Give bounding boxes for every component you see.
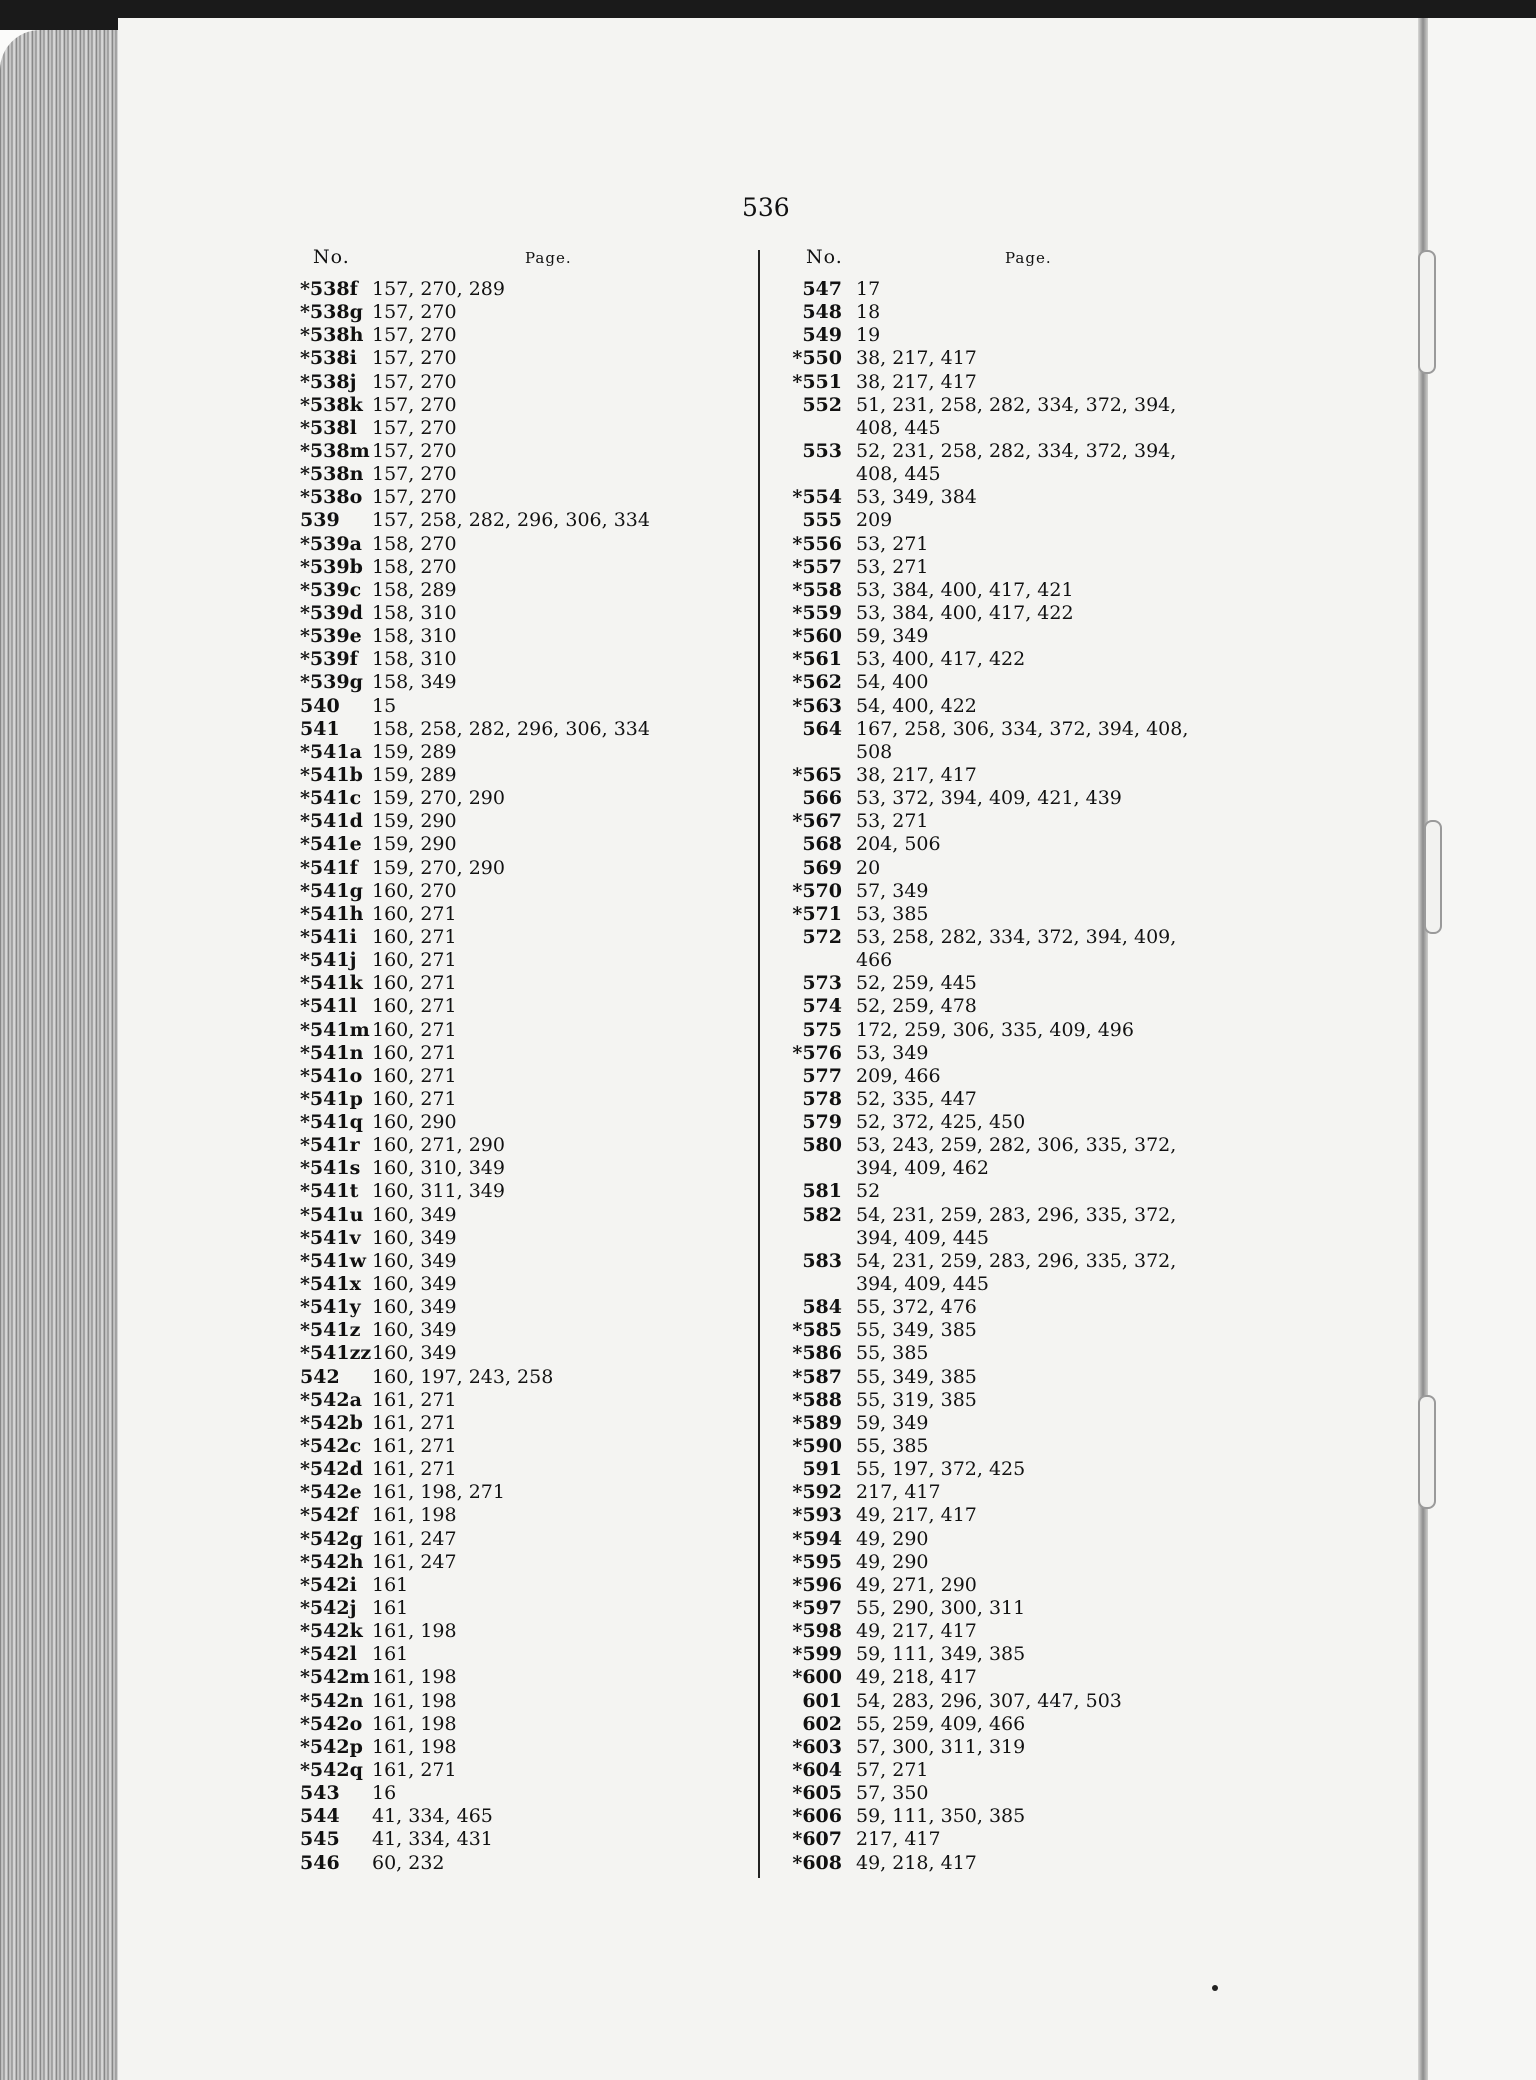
left-page-header: [525, 246, 572, 268]
entry-pages: 157, 270: [372, 439, 457, 462]
entry-number: 591: [802, 1458, 842, 1481]
entry-number: *538m: [300, 439, 370, 462]
entry-number: *570: [792, 879, 842, 902]
entry-number: *597: [792, 1597, 842, 1620]
entry-number: *541u: [300, 1203, 364, 1226]
entry-pages: 15: [372, 694, 397, 717]
column-divider: [758, 250, 760, 1878]
entry-pages: 394, 409, 462: [856, 1157, 989, 1180]
entry-pages: 53, 271: [856, 532, 929, 555]
entry-pages: 20: [856, 856, 881, 879]
entry-pages: 55, 385: [856, 1342, 929, 1365]
entry-pages: 160, 271: [372, 1018, 457, 1041]
entry-pages: 161, 198: [372, 1666, 457, 1689]
entry-number: *599: [792, 1643, 842, 1666]
entry-pages: 53, 349: [856, 1041, 929, 1064]
entry-number: *565: [792, 763, 842, 786]
entry-number: 568: [802, 833, 842, 856]
entry-number: 549: [802, 324, 842, 347]
entry-pages: 57, 350: [856, 1782, 929, 1805]
entry-number: 540: [300, 694, 340, 717]
entry-number: *588: [792, 1388, 842, 1411]
entry-pages: 394, 409, 445: [856, 1273, 989, 1296]
entry-number: *561: [792, 648, 842, 671]
entry-pages: 160, 311, 349: [372, 1180, 505, 1203]
entry-number: *541p: [300, 1087, 363, 1110]
entry-number: *562: [792, 671, 842, 694]
entry-pages: 408, 445: [856, 463, 941, 486]
entry-pages: 161: [372, 1643, 409, 1666]
entry-pages: 159, 270, 290: [372, 787, 505, 810]
entry-pages: 158, 258, 282, 296, 306, 334: [372, 717, 650, 740]
entry-number: *600: [792, 1666, 842, 1689]
entry-number: *542h: [300, 1550, 364, 1573]
entry-number: *541c: [300, 787, 362, 810]
entry-pages: 160, 290: [372, 1111, 457, 1134]
entry-pages: 55, 319, 385: [856, 1388, 977, 1411]
entry-number: *556: [792, 532, 842, 555]
entry-number: *539f: [300, 648, 358, 671]
entry-number: 581: [802, 1180, 842, 1203]
entry-number: 579: [802, 1111, 842, 1134]
entry-number: *558: [792, 578, 842, 601]
entry-number: *554: [792, 486, 842, 509]
entry-pages: 161, 247: [372, 1550, 457, 1573]
entry-pages: 51, 231, 258, 282, 334, 372, 394,: [856, 393, 1177, 416]
right-no-header: No.: [806, 246, 843, 268]
entry-pages: 49, 217, 417: [856, 1504, 977, 1527]
entry-pages: 161: [372, 1597, 409, 1620]
entry-pages: 161, 198: [372, 1504, 457, 1527]
entry-pages: 158, 310: [372, 648, 457, 671]
entry-number: *541i: [300, 925, 357, 948]
entry-number: *538n: [300, 463, 364, 486]
entry-pages: 54, 400: [856, 671, 929, 694]
entry-pages: 52, 259, 445: [856, 972, 977, 995]
entry-pages: 55, 349, 385: [856, 1319, 977, 1342]
entry-pages: 55, 197, 372, 425: [856, 1458, 1026, 1481]
entry-number: 575: [802, 1018, 842, 1041]
entry-number: *542d: [300, 1458, 363, 1481]
entry-pages: 157, 270, 289: [372, 278, 505, 300]
entry-pages: 160, 349: [372, 1273, 457, 1296]
scan-speck: [1212, 1985, 1218, 1991]
entry-pages: 49, 271, 290: [856, 1573, 977, 1596]
binding-clip-middle: [1424, 820, 1442, 934]
entry-pages: 53, 349, 384: [856, 486, 977, 509]
entry-pages: 161, 198: [372, 1712, 457, 1735]
entry-pages: 394, 409, 445: [856, 1226, 989, 1249]
entry-pages: 49, 290: [856, 1550, 929, 1573]
entry-pages: 57, 300, 311, 319: [856, 1735, 1026, 1758]
entry-pages: 53, 243, 259, 282, 306, 335, 372,: [856, 1134, 1177, 1157]
entry-pages: 160, 349: [372, 1319, 457, 1342]
entry-pages: 408, 445: [856, 416, 941, 439]
left-page-header-text: Page.: [525, 249, 572, 267]
entry-number: *598: [792, 1620, 842, 1643]
entry-number: *542q: [300, 1759, 363, 1781]
entry-number: *541m: [300, 1018, 370, 1041]
entry-number: *538o: [300, 486, 363, 509]
entry-number: *541e: [300, 833, 362, 856]
entry-number: *542a: [300, 1388, 362, 1411]
binding-clip-top: [1418, 250, 1436, 374]
entry-number: 574: [802, 995, 842, 1018]
entry-number: *542n: [300, 1689, 364, 1712]
entry-pages: 161, 271: [372, 1759, 457, 1781]
right-page-header: [1005, 246, 1052, 268]
entry-number: *541r: [300, 1134, 360, 1157]
entry-number: 583: [802, 1249, 842, 1272]
entry-number: 564: [802, 717, 842, 740]
entry-pages: 59, 349: [856, 625, 929, 648]
entry-pages: 55, 349, 385: [856, 1365, 977, 1388]
entry-pages: 160, 271: [372, 902, 457, 925]
entry-pages: 160, 197, 243, 258: [372, 1365, 554, 1388]
entry-pages: 49, 217, 417: [856, 1620, 977, 1643]
entry-number: *539c: [300, 578, 362, 601]
entry-number: *593: [792, 1504, 842, 1527]
entry-pages: 167, 258, 306, 334, 372, 394, 408,: [856, 717, 1189, 740]
entry-pages: 53, 372, 394, 409, 421, 439: [856, 787, 1122, 810]
entry-pages: 159, 290: [372, 810, 457, 833]
entry-pages: 161, 271: [372, 1435, 457, 1458]
entry-number: 541: [300, 717, 340, 740]
entry-number: *541k: [300, 972, 363, 995]
entry-pages: 160, 310, 349: [372, 1157, 505, 1180]
entry-pages: 53, 258, 282, 334, 372, 394, 409,: [856, 925, 1177, 948]
entry-number: 545: [300, 1828, 340, 1851]
entry-number: *541l: [300, 995, 357, 1018]
entry-number: *576: [792, 1041, 842, 1064]
entry-pages: 157, 270: [372, 393, 457, 416]
entry-number: *538f: [300, 278, 358, 300]
entry-pages: 53, 271: [856, 810, 929, 833]
entry-pages: 52, 372, 425, 450: [856, 1111, 1026, 1134]
entry-number: *585: [792, 1319, 842, 1342]
entry-pages: 209, 466: [856, 1064, 941, 1087]
entry-pages: 53, 384, 400, 417, 421: [856, 578, 1074, 601]
entry-number: *589: [792, 1411, 842, 1434]
entry-pages: 466: [856, 949, 893, 972]
entry-number: *539d: [300, 601, 363, 624]
entry-number: *541x: [300, 1273, 361, 1296]
entry-number: *538h: [300, 324, 364, 347]
entry-pages: 159, 290: [372, 833, 457, 856]
entry-number: 546: [300, 1851, 340, 1874]
entry-pages: 159, 289: [372, 763, 457, 786]
entry-number: *541s: [300, 1157, 361, 1180]
entry-number: 566: [802, 787, 842, 810]
entry-number: 552: [802, 393, 842, 416]
entry-pages: 52, 259, 478: [856, 995, 977, 1018]
entry-number: *571: [792, 902, 842, 925]
entry-pages: 54, 231, 259, 283, 296, 335, 372,: [856, 1203, 1177, 1226]
entry-pages: 157, 270: [372, 416, 457, 439]
entry-number: *587: [792, 1365, 842, 1388]
entry-number: *550: [792, 347, 842, 370]
entry-pages: 158, 270: [372, 555, 457, 578]
entry-number: *541y: [300, 1296, 361, 1319]
entry-number: *538l: [300, 416, 357, 439]
entry-number: 553: [802, 439, 842, 462]
entry-pages: 54, 283, 296, 307, 447, 503: [856, 1689, 1122, 1712]
entry-number: *538j: [300, 370, 357, 393]
entry-number: *541b: [300, 763, 363, 786]
entry-number: *542p: [300, 1735, 363, 1758]
entry-pages: 160, 271: [372, 1064, 457, 1087]
entry-pages: 52, 231, 258, 282, 334, 372, 394,: [856, 439, 1177, 462]
entry-number: *541f: [300, 856, 358, 879]
entry-number: 582: [802, 1203, 842, 1226]
entry-pages: 161, 198: [372, 1620, 457, 1643]
entry-number: *541q: [300, 1111, 363, 1134]
entry-pages: 158, 310: [372, 601, 457, 624]
entry-number: 544: [300, 1805, 340, 1828]
entry-number: 539: [300, 509, 340, 532]
entry-pages: 55, 385: [856, 1435, 929, 1458]
entry-number: *542e: [300, 1481, 362, 1504]
entry-number: *542b: [300, 1411, 363, 1434]
entry-pages: 59, 349: [856, 1411, 929, 1434]
entry-number: *541g: [300, 879, 363, 902]
entry-number: *594: [792, 1527, 842, 1550]
entry-pages: 53, 384, 400, 417, 422: [856, 601, 1074, 624]
entry-pages: 157, 258, 282, 296, 306, 334: [372, 509, 650, 532]
entry-number: *541j: [300, 949, 357, 972]
entry-number: *538i: [300, 347, 357, 370]
entry-number: *596: [792, 1573, 842, 1596]
entry-pages: 157, 270: [372, 463, 457, 486]
entry-pages: 160, 270: [372, 879, 457, 902]
entry-pages: 217, 417: [856, 1481, 941, 1504]
entry-pages: 59, 111, 350, 385: [856, 1805, 1026, 1828]
entry-pages: 157, 270: [372, 486, 457, 509]
entry-pages: 160, 271: [372, 949, 457, 972]
entry-number: *542j: [300, 1597, 357, 1620]
right-page-header-text: Page.: [1005, 249, 1052, 267]
entry-number: *606: [792, 1805, 842, 1828]
entry-pages: 209: [856, 509, 893, 532]
entry-pages: 158, 310: [372, 625, 457, 648]
entry-number: *605: [792, 1782, 842, 1805]
entry-number: *541v: [300, 1226, 361, 1249]
entry-number: 584: [802, 1296, 842, 1319]
entry-number: *592: [792, 1481, 842, 1504]
entry-number: *542g: [300, 1527, 363, 1550]
entry-number: *586: [792, 1342, 842, 1365]
entry-pages: 53, 385: [856, 902, 929, 925]
entry-pages: 157, 270: [372, 347, 457, 370]
entry-pages: 160, 271: [372, 925, 457, 948]
entry-pages: 160, 349: [372, 1249, 457, 1272]
entry-number: *539e: [300, 625, 362, 648]
entry-number: *541n: [300, 1041, 364, 1064]
entry-pages: 508: [856, 740, 893, 763]
entry-number: *539g: [300, 671, 363, 694]
entry-number: *542c: [300, 1435, 362, 1458]
entry-number: 572: [802, 925, 842, 948]
entry-number: 601: [802, 1689, 842, 1712]
entry-pages: 160, 271: [372, 1087, 457, 1110]
entry-pages: 161, 271: [372, 1388, 457, 1411]
entry-pages: 204, 506: [856, 833, 941, 856]
entry-number: *539b: [300, 555, 363, 578]
entry-pages: 157, 270: [372, 301, 457, 324]
entry-pages: 159, 270, 290: [372, 856, 505, 879]
entry-pages: 38, 217, 417: [856, 763, 977, 786]
entry-number: 548: [802, 301, 842, 324]
entry-number: *541o: [300, 1064, 363, 1087]
entry-number: *604: [792, 1759, 842, 1781]
entry-pages: 60, 232: [372, 1851, 445, 1874]
entry-pages: 53, 271: [856, 555, 929, 578]
entry-pages: 49, 218, 417: [856, 1666, 977, 1689]
entry-pages: 161, 198: [372, 1689, 457, 1712]
left-no-header: No.: [313, 246, 350, 268]
entry-number: *542k: [300, 1620, 363, 1643]
entry-pages: 41, 334, 431: [372, 1828, 493, 1851]
entry-number: *557: [792, 555, 842, 578]
entry-number: *603: [792, 1735, 842, 1758]
entry-number: *559: [792, 601, 842, 624]
entry-pages: 57, 271: [856, 1759, 929, 1781]
entry-pages: 217, 417: [856, 1828, 941, 1851]
binding-clip-bottom: [1418, 1395, 1436, 1509]
entry-pages: 160, 271: [372, 995, 457, 1018]
entry-pages: 157, 270: [372, 370, 457, 393]
entry-number: *563: [792, 694, 842, 717]
entry-number: *541a: [300, 740, 362, 763]
entry-number: *542l: [300, 1643, 357, 1666]
entry-pages: 161, 198, 271: [372, 1481, 505, 1504]
entry-pages: 160, 349: [372, 1342, 457, 1365]
entry-pages: 160, 349: [372, 1203, 457, 1226]
entry-number: *542f: [300, 1504, 358, 1527]
entry-pages: 159, 289: [372, 740, 457, 763]
entry-pages: 18: [856, 301, 881, 324]
entry-number: *551: [792, 370, 842, 393]
entry-pages: 158, 289: [372, 578, 457, 601]
facing-page-edge: [1428, 18, 1536, 2080]
entry-number: *541zz: [300, 1342, 372, 1365]
entry-pages: 59, 111, 349, 385: [856, 1643, 1026, 1666]
entry-number: *541d: [300, 810, 363, 833]
entry-number: *590: [792, 1435, 842, 1458]
entry-number: 580: [802, 1134, 842, 1157]
entry-pages: 160, 271: [372, 972, 457, 995]
entry-pages: 52, 335, 447: [856, 1087, 977, 1110]
entry-pages: 41, 334, 465: [372, 1805, 493, 1828]
entry-number: *607: [792, 1828, 842, 1851]
entry-pages: 38, 217, 417: [856, 347, 977, 370]
entry-pages: 160, 349: [372, 1226, 457, 1249]
entry-pages: 38, 217, 417: [856, 370, 977, 393]
entry-pages: 49, 218, 417: [856, 1851, 977, 1874]
entry-pages: 55, 372, 476: [856, 1296, 977, 1319]
entry-number: *542i: [300, 1573, 357, 1596]
entry-number: *538g: [300, 301, 363, 324]
entry-pages: 160, 349: [372, 1296, 457, 1319]
entry-pages: 160, 271, 290: [372, 1134, 505, 1157]
entry-number: *542o: [300, 1712, 363, 1735]
entry-number: *539a: [300, 532, 362, 555]
entry-number: 543: [300, 1782, 340, 1805]
entry-pages: 161, 271: [372, 1411, 457, 1434]
entry-pages: 19: [856, 324, 881, 347]
entry-number: 547: [802, 278, 842, 300]
entry-pages: 55, 290, 300, 311: [856, 1597, 1026, 1620]
entry-pages: 52: [856, 1180, 881, 1203]
entry-number: 578: [802, 1087, 842, 1110]
entry-number: *595: [792, 1550, 842, 1573]
book-page-edges: [0, 30, 120, 2080]
entry-number: *542m: [300, 1666, 370, 1689]
entry-pages: 172, 259, 306, 335, 409, 496: [856, 1018, 1134, 1041]
entry-number: *541w: [300, 1249, 366, 1272]
entry-number: *541h: [300, 902, 364, 925]
entry-pages: 161, 271: [372, 1458, 457, 1481]
entry-pages: 160, 271: [372, 1041, 457, 1064]
entry-number: 577: [802, 1064, 842, 1087]
entry-pages: 55, 259, 409, 466: [856, 1712, 1026, 1735]
entry-pages: 49, 290: [856, 1527, 929, 1550]
entry-pages: 161, 247: [372, 1527, 457, 1550]
entry-pages: 157, 270: [372, 324, 457, 347]
entry-pages: 57, 349: [856, 879, 929, 902]
entry-pages: 161, 198: [372, 1735, 457, 1758]
page-number: 536: [742, 193, 790, 222]
entry-pages: 17: [856, 278, 881, 300]
entry-number: *538k: [300, 393, 363, 416]
entry-pages: 54, 231, 259, 283, 296, 335, 372,: [856, 1249, 1177, 1272]
entry-number: 555: [802, 509, 842, 532]
entry-number: *541z: [300, 1319, 361, 1342]
entry-pages: 161: [372, 1573, 409, 1596]
entry-pages: 54, 400, 422: [856, 694, 977, 717]
entry-pages: 16: [372, 1782, 397, 1805]
entry-number: *608: [792, 1851, 842, 1874]
entry-pages: 53, 400, 417, 422: [856, 648, 1026, 671]
entry-number: 573: [802, 972, 842, 995]
entry-number: 569: [802, 856, 842, 879]
entry-number: 542: [300, 1365, 340, 1388]
entry-number: 602: [802, 1712, 842, 1735]
entry-number: *567: [792, 810, 842, 833]
entry-number: *541t: [300, 1180, 359, 1203]
entry-pages: 158, 349: [372, 671, 457, 694]
entry-number: *560: [792, 625, 842, 648]
entry-pages: 158, 270: [372, 532, 457, 555]
